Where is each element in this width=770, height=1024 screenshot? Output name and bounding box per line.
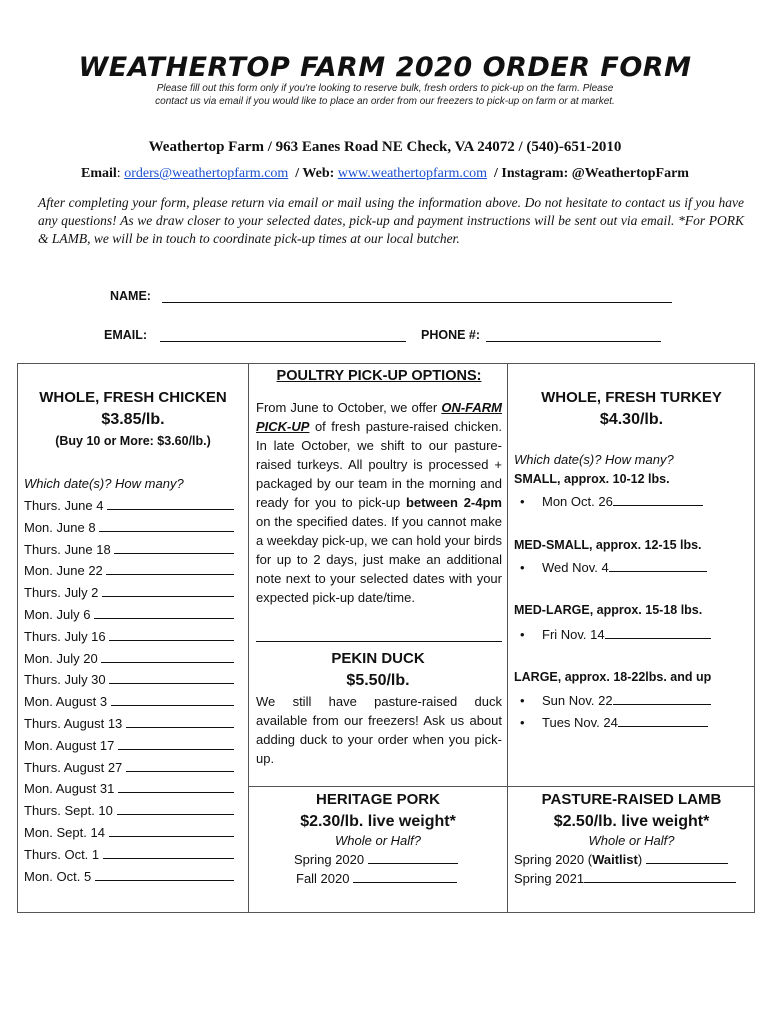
lamb-quantity-field[interactable] [646, 853, 728, 864]
pork-option-label: Spring 2020 [294, 852, 365, 867]
email-link[interactable]: orders@weathertopfarm.com [124, 166, 289, 181]
chicken-date-row [24, 542, 234, 557]
chicken-date-label: Thurs. August 27 [24, 759, 123, 775]
turkey-date-row [520, 715, 708, 730]
bullet-icon: • [520, 715, 525, 730]
turkey-date-label: Tues Nov. 24 [542, 715, 618, 730]
bullet-icon: • [520, 560, 525, 575]
chicken-quantity-field[interactable] [126, 717, 234, 728]
chicken-date-label: Mon. Sept. 14 [24, 825, 105, 840]
chicken-date-row [24, 498, 234, 513]
turkey-size-large: LARGE, approx. 18-22lbs. and up [514, 670, 712, 684]
chicken-date-row [24, 847, 234, 862]
pork-title: HERITAGE PORK [316, 791, 440, 808]
lamb-option-row [514, 852, 728, 867]
bullet-icon: • [520, 693, 525, 708]
chicken-quantity-field[interactable] [109, 673, 233, 684]
pork-option-label: Fall 2020 [296, 871, 350, 886]
chicken-quantity-field[interactable] [101, 652, 233, 663]
chicken-date-row [24, 672, 234, 687]
name-field[interactable] [162, 302, 672, 303]
turkey-date-label: Sun Nov. 22 [542, 693, 613, 708]
chicken-date-label: Thurs. Oct. 1 [24, 846, 100, 862]
chicken-quantity-field[interactable] [109, 826, 234, 837]
form-title: WEATHERTOP FARM 2020 ORDER FORM [78, 52, 692, 83]
chicken-date-row [24, 629, 234, 644]
poultry-text-c: of fresh pasture-raised chicken. In late October, we shift to our pasture-raised turkeys. All poultry is processed + packaged by our team in the morning and ready for you to pick-up [256, 419, 502, 510]
pork-quantity-field[interactable] [368, 853, 458, 864]
chicken-date-label: Thurs. July 30 [24, 672, 106, 688]
farm-address: Weathertop Farm / 963 Eanes Road NE Check, VA 24072 / (540)-651-2010 [148, 139, 622, 155]
chicken-quantity-field[interactable] [99, 521, 233, 532]
turkey-date-label: Fri Nov. 14 [542, 627, 605, 642]
chicken-date-label: Mon. June 8 [24, 519, 96, 535]
bullet-icon: • [520, 627, 525, 642]
chicken-date-row [24, 781, 234, 796]
email-field-label: EMAIL: [104, 328, 148, 342]
turkey-title: WHOLE, FRESH TURKEY [541, 389, 722, 406]
turkey-size-small: SMALL, approx. 10-12 lbs. [514, 472, 670, 486]
instagram-handle: / Instagram: @WeathertopFarm [493, 166, 689, 181]
chicken-date-label: Thurs. June 4 [24, 498, 104, 513]
pork-option-row [296, 871, 457, 886]
chicken-quantity-field[interactable] [109, 630, 233, 641]
lamb-option-label: Spring 2020 ( [514, 852, 593, 867]
poultry-text-e: on the specified dates. If you cannot make a weekday pick-up, we can hold your birds for up to 2 days, just make an additional note next to your selected dates with your expected pick-up date/time. [256, 514, 502, 605]
lamb-option-label: Spring 2021 [514, 871, 585, 886]
chicken-quantity-field[interactable] [126, 761, 234, 772]
chicken-question: Which date(s)? How many? [24, 476, 184, 491]
poultry-text-a: From June to October, we offer [256, 400, 442, 415]
turkey-date-row [520, 693, 711, 708]
turkey-date-label: Mon Oct. 26 [542, 494, 613, 509]
web-label: / Web: [295, 166, 335, 181]
turkey-date-row [520, 494, 703, 509]
chicken-quantity-field[interactable] [103, 848, 234, 859]
chicken-date-label: Thurs. Sept. 10 [24, 803, 113, 819]
poultry-title: POULTRY PICK-UP OPTIONS: [276, 368, 482, 384]
poultry-text-onfarm: ON-FARM PICK-UP [256, 400, 502, 434]
chicken-date-row [24, 607, 234, 622]
turkey-date-row [520, 627, 711, 642]
duck-price: $5.50/lb. [346, 672, 410, 689]
chicken-date-label: Mon. July 20 [24, 650, 98, 666]
chicken-date-row [24, 738, 234, 753]
turkey-date-row [520, 560, 707, 575]
lamb-option-row [514, 871, 736, 886]
chicken-quantity-field[interactable] [117, 804, 234, 815]
pork-price: $2.30/lb. live weight* [300, 813, 456, 830]
turkey-quantity-field[interactable] [609, 561, 707, 572]
chicken-date-row [24, 651, 234, 666]
chicken-title: WHOLE, FRESH CHICKEN [39, 389, 227, 406]
subtitle-line-1: Please fill out this form only if you're looking to reserve bulk, fresh orders to pick-up on the farm. Please [156, 83, 614, 94]
web-link[interactable]: www.weathertopfarm.com [337, 166, 487, 181]
chicken-quantity-field[interactable] [118, 782, 234, 793]
duck-title: PEKIN DUCK [331, 650, 425, 667]
lamb-title: PASTURE-RAISED LAMB [541, 791, 722, 808]
turkey-size-med-small: MED-SMALL, approx. 12-15 lbs. [514, 538, 702, 552]
chicken-quantity-field[interactable] [106, 564, 233, 575]
lamb-price: $2.50/lb. live weight* [553, 813, 710, 830]
chicken-date-label: Mon. August 31 [24, 781, 115, 797]
divider-bottom-row [248, 786, 755, 787]
chicken-quantity-field[interactable] [94, 608, 234, 619]
turkey-quantity-field[interactable] [618, 716, 708, 727]
turkey-price: $4.30/lb. [599, 411, 664, 428]
chicken-date-label: Mon. July 6 [24, 607, 91, 622]
chicken-date-row [24, 694, 234, 709]
phone-label: PHONE #: [421, 328, 481, 342]
name-label: NAME: [110, 289, 151, 303]
lamb-quantity-field[interactable] [584, 872, 736, 883]
contact-links: Email: orders@weathertopfarm.com / Web: www.weathertopfarm.com / Instagram: @WeathertopFarm [81, 166, 689, 181]
chicken-date-row [24, 520, 234, 535]
chicken-date-label: Mon. August 3 [24, 694, 108, 710]
turkey-quantity-field[interactable] [613, 495, 703, 506]
chicken-quantity-field[interactable] [95, 870, 234, 881]
chicken-quantity-field[interactable] [102, 586, 234, 597]
chicken-date-row [24, 803, 234, 818]
chicken-date-label: Thurs. July 16 [24, 628, 106, 644]
pork-option-row [294, 852, 458, 867]
chicken-price: $3.85/lb. [101, 411, 165, 428]
phone-field[interactable] [486, 341, 661, 342]
instructions-text: After completing your form, please return via email or mail using the information above. Do not hesitate to contact us if you have any questions! As we draw closer to your selected dates, pick-up and payment instructions will be sent out via email. *For PORK & LAMB, we will be in touch to coordinate pick-up times at our local butcher. [38, 195, 744, 246]
chicken-bulk-price: (Buy 10 or More: $3.60/lb.) [55, 434, 211, 448]
chicken-date-label: Mon. August 17 [24, 737, 115, 753]
turkey-quantity-field[interactable] [613, 694, 711, 705]
turkey-size-med-large: MED-LARGE, approx. 15-18 lbs. [514, 603, 703, 617]
chicken-quantity-field[interactable] [114, 543, 233, 554]
chicken-date-label: Thurs. June 18 [24, 541, 111, 557]
lamb-waitlist: Waitlist [592, 852, 638, 867]
poultry-text [256, 398, 502, 607]
chicken-date-row [24, 716, 234, 731]
pork-quantity-field[interactable] [353, 872, 457, 883]
chicken-date-row [24, 760, 234, 775]
lamb-option-close: ) [637, 852, 643, 867]
email-field[interactable] [160, 341, 406, 342]
chicken-date-row [24, 825, 234, 840]
email-label: Email [81, 166, 117, 181]
chicken-date-label: Thurs. August 13 [24, 716, 123, 731]
turkey-question: Which date(s)? How many? [514, 452, 674, 467]
chicken-quantity-field[interactable] [111, 695, 234, 706]
chicken-date-label: Thurs. July 2 [24, 585, 99, 601]
form-subtitle [100, 82, 670, 108]
chicken-date-row [24, 869, 234, 884]
chicken-quantity-field[interactable] [118, 739, 234, 750]
chicken-quantity-field[interactable] [107, 499, 234, 510]
poultry-separator [256, 641, 502, 642]
chicken-date-label: Mon. June 22 [24, 563, 103, 579]
pork-question: Whole or Half? [335, 833, 421, 848]
chicken-date-row [24, 563, 234, 578]
poultry-text-hours: between 2-4pm [405, 495, 502, 510]
duck-text: We still have pasture-raised duck available from our freezers! Ask us about adding duck to your order when you pick-up. [256, 694, 502, 766]
bullet-icon: • [520, 494, 525, 509]
chicken-date-row [24, 585, 234, 600]
turkey-date-label: Wed Nov. 4 [542, 560, 609, 575]
subtitle-line-2: contact us via email if you would like to place an order from our freezers to pick-up on farm or at market. [155, 96, 615, 107]
chicken-date-label: Mon. Oct. 5 [24, 868, 92, 884]
lamb-question: Whole or Half? [588, 833, 675, 848]
turkey-quantity-field[interactable] [605, 628, 711, 639]
